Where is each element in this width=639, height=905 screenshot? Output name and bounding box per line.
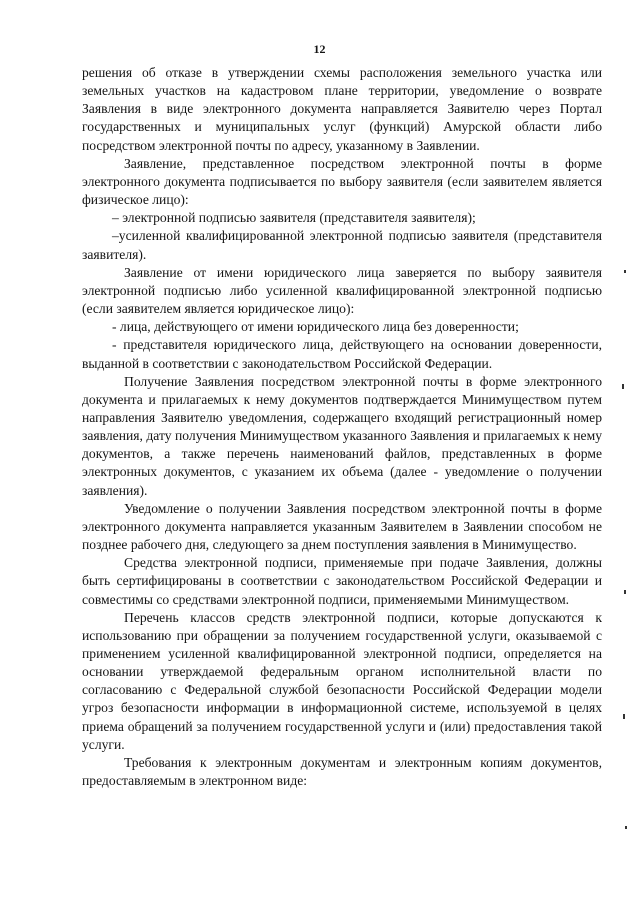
paragraph-legal-entity: Заявление от имени юридического лица заверяется по выбору заявителя электронной подписью либо усиленной квалифицированной электронной подписью (если заявителем является юридическое лицо): <box>82 264 602 317</box>
scan-speck <box>622 384 624 389</box>
paragraph-document-requirements: Требования к электронным документам и электронным копиям документов, предоставляемым в электронном виде: <box>82 754 602 789</box>
document-body <box>82 64 602 790</box>
paragraph-signature-classes: Перечень классов средств электронной подписи, которые допускаются к использованию при обращении за получением государственной услуги, оказываемой с применением усиленной квалифицированной электронной подписи, определяется на основании утверждаемой федеральным органом исполнительной власти по согласованию с Федеральной службой безопасности Российской Федерации модели угроз безопасности информации в информационной системе, используемой в целях приема обращений за получением государственной услуги и (или) предоставления такой услуги. <box>82 609 602 752</box>
scan-speck <box>625 826 627 829</box>
scan-speck <box>624 590 626 594</box>
scan-speck <box>623 714 625 719</box>
paragraph-email-signature: Заявление, представленное посредством электронной почты в форме электронного документа подписывается по выбору заявителя (если заявителем является физическое лицо): <box>82 155 602 208</box>
list-item: –усиленной квалифицированной электронной подписью заявителя (представителя заявителя). <box>82 228 602 262</box>
list-item: - представителя юридического лица, действующего на основании доверенности, выданной в соответствии с законодательством Российской Федерации. <box>82 337 602 371</box>
paragraph-notification-delivery: Уведомление о получении Заявления посредством электронной почты в форме электронного документа направляется указанным Заявителем в Заявлении способом не позднее рабочего дня, следующего за днем поступления заявления в Минимущество. <box>82 500 602 553</box>
paragraph-signature-tools: Средства электронной подписи, применяемые при подаче Заявления, должны быть сертифицированы в соответствии с законодательством Российской Федерации и совместимы со средствами электронной подписи, применяемыми Минимуществом. <box>82 555 602 607</box>
list-item: – электронной подписью заявителя (представителя заявителя); <box>112 210 476 226</box>
list-item: - лица, действующего от имени юридического лица без доверенности; <box>112 319 519 335</box>
page-number: 12 <box>313 42 326 56</box>
scan-speck <box>624 270 626 273</box>
paragraph-receipt-confirmation: Получение Заявления посредством электронной почты в форме электронного документа и прилагаемых к нему документов подтверждается Минимуществом путем направления Заявителю уведомления, содержащего входящий регистрационный номер заявления, дату получения Минимуществом указанного Заявления и прилагаемых к нему документов, а также перечень наименований файлов, представленных в форме электронных документов, с указанием их объема (далее - уведомление о получении заявления). <box>82 373 602 498</box>
paragraph-continuation: решения об отказе в утверждении схемы расположения земельного участка или земельных участков на кадастровом плане территории, уведомление о возврате Заявления в виде электронного документа направляется Заявителю через Портал государственных и муниципальных услуг (функций) Амурской области либо посредством электронной почты по адресу, указанному в Заявлении. <box>82 65 602 153</box>
